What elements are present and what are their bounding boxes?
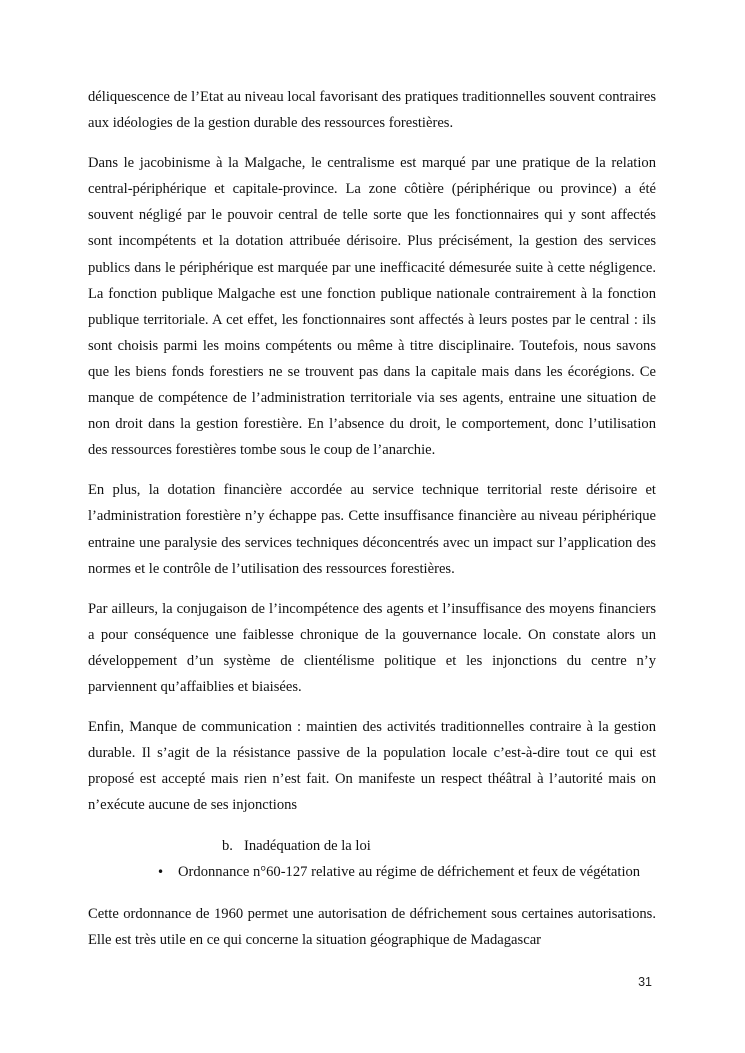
page-number: 31 xyxy=(638,975,652,989)
paragraph-3: En plus, la dotation financière accordée au service technique territorial reste dérisoire et l’administration forestière n’y échappe pas. Cette insuffisance financière au niveau périphérique entraine une paralysie des services techniques déconcentrés avec un impact sur l’application des normes et le contrôle de l’utilisation des ressources forestières. xyxy=(88,482,656,577)
paragraph-4: Par ailleurs, la conjugaison de l’incompétence des agents et l’insuffisance des moyens financiers a pour conséquence une faiblesse chronique de la gouvernance locale. On constate alors un développement d’un système de clientélisme politique et les injonctions du centre n’y parviennent qu’affaiblies et biaisées. xyxy=(88,600,656,695)
paragraph-final: Cette ordonnance de 1960 permet une autorisation de défrichement sous certaines autorisations. Elle est très utile en ce qui concerne la situation géographique de Madagascar xyxy=(88,906,656,949)
paragraph-5: Enfin, Manque de communication : maintien des activités traditionnelles contraire à la gestion durable. Il s’agit de la résistance passive de la population locale c’est-à-dire tout ce qui est proposé est accepté mais rien n’est fait. On manifeste un respect théâtral à l’autorité mais on n’exécute aucune de ses injonctions xyxy=(88,719,656,814)
subheading-text: Inadéquation de la loi xyxy=(244,838,371,854)
bullet-icon: • xyxy=(157,865,165,879)
bullet-text: Ordonnance n°60-127 relative au régime de défrichement et feux de végétation xyxy=(178,864,641,880)
section-subheading xyxy=(222,836,371,856)
paragraph-1: déliquescence de l’Etat au niveau local favorisant des pratiques traditionnelles souvent contraires aux idéologies de la gestion durable des ressources forestières. xyxy=(88,89,656,132)
paragraph-2: Dans le jacobinisme à la Malgache, le centralisme est marqué par une pratique de la relation central-périphérique et capitale-province. La zone côtière (périphérique ou province) a été souvent négligé par le pouvoir central de telle sorte que les fonctionnaires qui y sont affectés sont incompétents et la dotation attribuée dérisoire. Plus précisément, la gestion des services publics dans le périphérique est marquée par une inefficacité démesurée suite à cette négligence. La fonction publique Malgache est une fonction publique nationale contrairement à la fonction publique territoriale. A cet effet, les fonctionnaires sont affectés à leurs postes par le central : ils sont choisis parmi les moins compétents ou même à titre disciplinaire. Toutefois, nous savons que les biens fonds forestiers ne se trouvent pas dans la capitale mais dans les écorégions. Ce manque de compétence de l’administration territoriale via ses agents, entraine une situation de non droit dans la gestion forestière. En l’absence du droit, le comportement, donc l’utilisation des ressources forestières tombe sous le coup de l’anarchie. xyxy=(88,155,656,459)
subheading-marker: b. xyxy=(222,838,233,854)
body-text xyxy=(88,84,656,832)
bullet-list-item xyxy=(157,862,640,882)
